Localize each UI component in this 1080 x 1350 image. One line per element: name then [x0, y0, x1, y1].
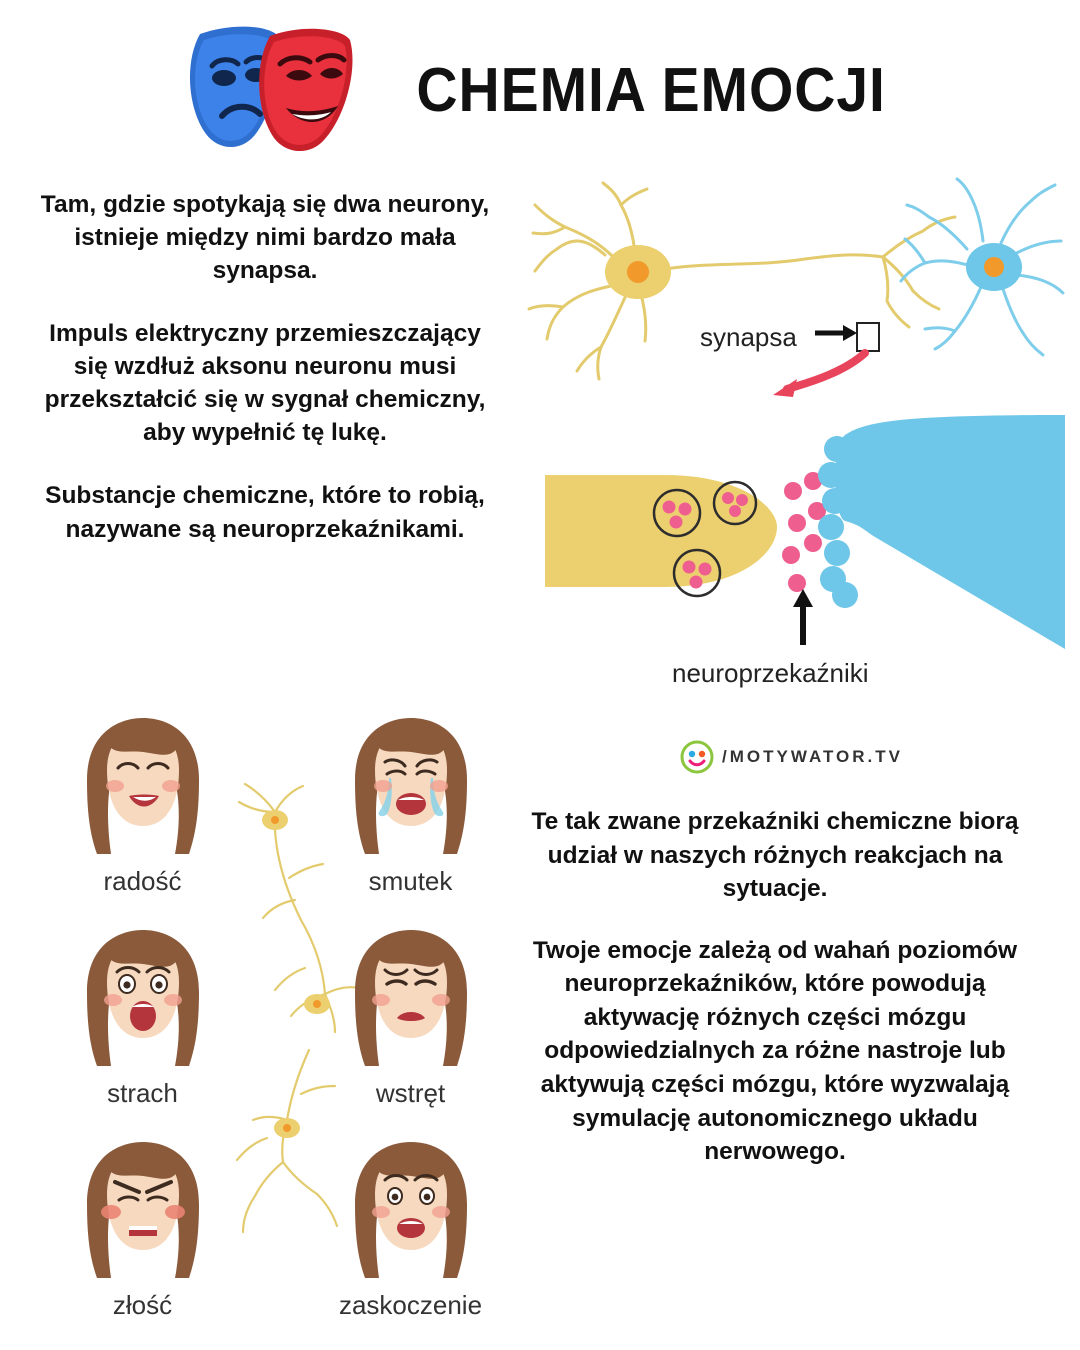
face-fear-icon: [63, 924, 223, 1074]
neuron-pair-diagram: [505, 175, 1065, 405]
face-joy-icon: [63, 712, 223, 862]
emotion-cell-joy: [55, 712, 230, 912]
face-anger-icon: [63, 1136, 223, 1286]
emotion-cell-fear: [55, 924, 230, 1124]
emotion-label-anger: złość: [112, 1290, 173, 1320]
emotion-label-fear: strach: [107, 1078, 178, 1108]
face-surprise-icon: [331, 1136, 491, 1286]
emotion-label-disgust: wstręt: [375, 1078, 446, 1108]
emotion-cell-surprise: [323, 1136, 498, 1336]
emotion-grid: [55, 712, 525, 1332]
header: [0, 10, 1080, 170]
left-text-column: [40, 188, 490, 546]
brand-handle: /MOTYWATOR.TV: [722, 747, 903, 766]
right-paragraph-2: Twoje emocje zależą od wahań poziomów neuroprzekaźników, które powodują aktywację różnych części mózgu odpowiedzialnych za różne nastroje lub aktywują części mózgu, które wyzwalają symulację autonomicznego układu nerwowego.: [532, 936, 1018, 1166]
synapse-label: synapsa: [700, 322, 797, 352]
emotion-label-sadness: smutek: [368, 866, 453, 896]
smiley-logo-icon: [680, 740, 714, 774]
emotion-cell-disgust: [323, 924, 498, 1124]
synapse-closeup-diagram: [545, 405, 1065, 655]
emotion-label-surprise: zaskoczenie: [338, 1290, 483, 1320]
emotion-label-joy: radość: [103, 866, 182, 896]
theatre-masks-icon: [174, 20, 374, 160]
right-paragraph-1: Te tak zwane przekaźniki chemiczne biorą udział w naszych różnych reakcjach na sytuacje.: [531, 808, 1019, 903]
emotion-cell-anger: [55, 1136, 230, 1336]
page-title: CHEMIA EMOCJI: [416, 55, 886, 125]
left-paragraph-2: Impuls elektryczny przemieszczający się wzdłuż aksonu neuronu musi przekształcić się w sygnał chemiczny, aby wypełnić tę lukę.: [44, 320, 486, 447]
face-disgust-icon: [331, 924, 491, 1074]
neurotransmitters-label: neuroprzekaźniki: [672, 658, 869, 688]
left-paragraph-1: Tam, gdzie spotykają się dwa neurony, istnieje między nimi bardzo mała synapsa.: [40, 191, 490, 285]
face-sadness-icon: [331, 712, 491, 862]
emotion-cell-sadness: [323, 712, 498, 912]
right-text-column: [520, 805, 1030, 1169]
left-paragraph-3: Substancje chemiczne, które to robią, nazywane są neuroprzekaźnikami.: [45, 482, 485, 543]
brand[interactable]: [680, 740, 903, 774]
